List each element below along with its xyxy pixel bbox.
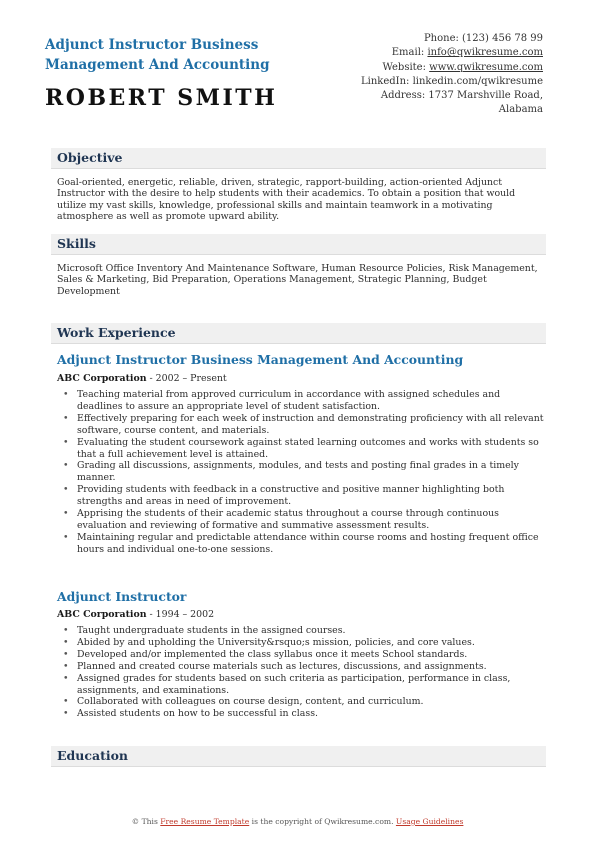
work-experience-heading: Work Experience [57,325,176,340]
list-item: • Apprising the students of their academic status throughout a course through continuous evaluation and reviewing of formative and summative assessment results. [57,508,545,532]
contact-address-line1: Address: 1737 Marshville Road, [380,90,543,102]
footer [0,817,595,826]
job-bullets-1 [57,389,545,556]
list-item: • Teaching material from approved curriculum in accordance with assigned schedules and deadlines to assure an appropriate level of student satisfaction. [57,389,545,413]
list-item: • Maintaining regular and predictable attendance within course rooms and hosting frequent office hours and individual one-to-one sessions. [57,532,545,556]
footer-prefix: © This [131,817,161,826]
contact-block [313,32,543,118]
contact-phone: Phone: (123) 456 78 99 [423,33,543,44]
list-item: • Effectively preparing for each week of instruction and demonstrating proficiency with all relevant software, course content, and materials. [57,413,545,437]
list-item: • Assigned grades for students based on such criteria as participation, performance in class, assignments, and examinations. [57,673,545,697]
contact-linkedin: LinkedIn: linkedin.com/qwikresume [361,75,543,87]
list-item: • Grading all discussions, assignments, modules, and tests and posting final grades in a timely manner. [57,460,545,484]
list-item: • Collaborated with colleagues on course design, content, and curriculum. [57,696,545,708]
job-company-2: ABC Corporation [57,609,147,620]
job-company-1: ABC Corporation [57,373,147,384]
list-item: • Developed and/or implemented the class syllabus once it meets School standards. [57,649,545,661]
list-item: • Evaluating the student coursework against stated learning outcomes and works with students so that a full achievement level is attained. [57,437,545,461]
skills-section-header [51,234,546,255]
resume-job-title: Adjunct Instructor Business Management And Accounting [45,37,270,73]
objective-section-header [51,148,546,169]
contact-website-row [313,61,543,75]
contact-address-line2: Alabama [498,104,543,116]
footer-middle: is the copyright of Qwikresume.com. [249,817,396,826]
job-title-2: Adjunct Instructor [57,589,187,604]
candidate-name: ROBERT SMITH [45,85,278,111]
list-item: • Planned and created course materials such as lectures, discussions, and assignments. [57,661,545,673]
list-item: • Abided by and upholding the University&rsquo;s mission, policies, and core values. [57,637,545,649]
contact-website-link[interactable]: www.qwikresume.com [429,61,543,73]
job-title-1: Adjunct Instructor Business Management And Accounting [57,352,464,367]
job-company-line-2 [57,609,214,620]
list-item: • Assisted students on how to be successful in class. [57,708,545,720]
contact-email-label: Email: [391,47,428,59]
job-bullets-2 [57,625,545,720]
objective-heading: Objective [57,150,123,165]
skills-heading: Skills [57,236,96,251]
usage-guidelines-link[interactable]: Usage Guidelines [395,817,464,826]
contact-email-row [313,46,543,60]
job-dates-2: - 1994 – 2002 [146,609,215,620]
free-resume-template-link[interactable]: Free Resume Template [160,817,250,826]
work-experience-section-header [51,323,546,344]
job-dates-1: - 2002 – Present [146,373,227,384]
contact-email-link[interactable]: info@qwikresume.com [427,47,543,59]
list-item: • Providing students with feedback in a constructive and positive manner highlighting both strengths and areas in need of improvement. [57,484,545,508]
education-heading: Education [57,748,129,763]
education-section-header [51,746,546,767]
skills-text: Microsoft Office Inventory And Maintenance Software, Human Resource Policies, Risk Management, Sales & Marketing, Bid Preparation, Operations Management, Strategic Planning, Budget Development [57,263,538,297]
objective-text: Goal-oriented, energetic, reliable, driven, strategic, rapport-building, action-oriented Adjunct Instructor with the desire to help students with their academics. To obtain a position that would utilize my vast skills, knowledge, professional skills and maintain teamwork in a motivating atmosphere as well as promote upward ability. [57,177,516,223]
job-company-line-1 [57,373,227,384]
list-item: • Taught undergraduate students in the assigned courses. [57,625,545,637]
contact-website-label: Website: [382,61,430,73]
